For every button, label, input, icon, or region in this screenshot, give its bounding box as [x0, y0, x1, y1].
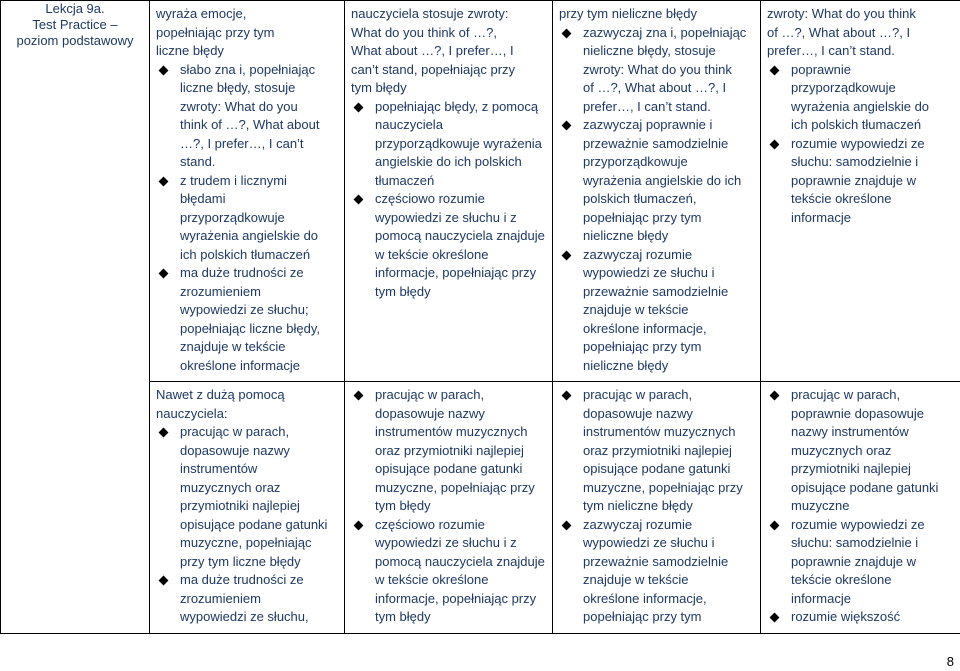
text-line: popełniając przy tym	[156, 24, 275, 40]
text-line: instrumentów muzycznych	[583, 424, 736, 439]
text-line: muzycznych oraz	[791, 442, 892, 458]
diamond-bullet-icon	[562, 250, 572, 260]
text-line: can’t stand, popełniając przy	[351, 61, 516, 77]
text-line: pracując w parach,	[375, 387, 485, 402]
text-line: wypowiedzi ze słuchu i z	[375, 535, 517, 550]
diamond-bullet-icon	[562, 391, 572, 401]
text-line: opisujące podane gatunki	[180, 516, 328, 532]
list-item	[154, 61, 340, 172]
text-line: określone informacje,	[583, 590, 707, 606]
text-line: poprawnie dopasowuje	[791, 405, 924, 421]
page-number: 8	[946, 654, 954, 669]
text-line: dopasowuje nazwy	[180, 442, 290, 458]
text-line: ich polskich tłumaczeń	[791, 117, 922, 132]
grade-cell-3	[553, 1, 761, 382]
text-line: What about …?, I prefer…, I	[351, 43, 514, 58]
text-line: zrozumieniem	[180, 590, 261, 606]
text-line: nieliczne błędy	[583, 228, 669, 243]
text-line: prefer…, I can’t stand.	[767, 43, 895, 58]
diamond-bullet-icon	[770, 139, 780, 149]
text-line: stand.	[180, 154, 216, 169]
grade-cell-4	[761, 1, 960, 382]
list-item	[765, 61, 956, 135]
text-line: tym nieliczne błędy	[583, 498, 693, 513]
text-line: of …?, What about …?, I	[767, 24, 911, 40]
text-line: oraz przymiotniki najlepiej	[375, 442, 524, 458]
text-line: liczne błędy, stosuje	[180, 80, 296, 95]
text-line: w tekście określone	[375, 572, 489, 587]
table-row	[1, 1, 960, 382]
text-line: wypowiedzi ze słuchu,	[180, 609, 309, 624]
list-item	[765, 5, 956, 61]
text-line: popełniając przy tym	[583, 609, 702, 624]
text-line: wypowiedzi ze słuchu i z	[375, 209, 517, 225]
text-line: tekście określone	[791, 191, 892, 206]
text-line: nieliczne błędy	[583, 357, 669, 373]
diamond-bullet-icon	[354, 102, 364, 112]
text-line: nieliczne błędy, stosuje	[583, 43, 716, 58]
diamond-bullet-icon	[354, 195, 364, 205]
text-line: przymiotniki najlepiej	[791, 461, 911, 476]
text-line: wyrażenia angielskie do ich	[583, 172, 742, 188]
list-item	[349, 98, 548, 191]
text-line: tym błędy	[375, 283, 431, 299]
list-item	[349, 5, 548, 98]
list-item	[349, 190, 548, 301]
text-line: przyporządkowuje	[180, 209, 285, 225]
text-line: rozumie większość	[791, 609, 901, 624]
text-line: ma duże trudności ze	[180, 265, 304, 280]
text-line: częściowo rozumie	[375, 516, 485, 532]
text-line: zazwyczaj rozumie	[583, 246, 693, 262]
diamond-bullet-icon	[770, 65, 780, 75]
text-line: zrozumieniem	[180, 283, 261, 299]
diamond-bullet-icon	[354, 520, 364, 530]
text-line: wypowiedzi ze słuchu;	[180, 302, 309, 317]
list-item	[557, 24, 756, 117]
text-line: określone informacje	[180, 357, 300, 373]
text-line: informacje	[791, 590, 851, 606]
list-item	[349, 386, 548, 516]
text-line: opisujące podane gatunki	[375, 461, 523, 476]
grade-cell-1	[150, 382, 345, 634]
text-line: ich polskich tłumaczeń	[180, 246, 311, 262]
text-line: pomocą nauczyciela znajduje	[375, 553, 545, 569]
text-line: oraz przymiotniki najlepiej	[583, 442, 732, 458]
text-line: prefer…, I can’t stand.	[583, 98, 711, 114]
text-line: rozumie wypowiedzi ze	[791, 135, 925, 151]
list-item	[557, 516, 756, 627]
text-line: wyraża emocje,	[156, 6, 247, 21]
intro-text	[154, 386, 340, 423]
text-line: tekście określone	[791, 572, 892, 587]
text-line: przymiotniki najlepiej	[180, 498, 300, 513]
text-line: popełniając przy tym	[583, 209, 702, 225]
text-line: poprawnie znajduje w	[791, 172, 917, 188]
text-line: znajduje w tekście	[180, 339, 286, 354]
diamond-bullet-icon	[354, 391, 364, 401]
list-item	[765, 608, 956, 627]
text-line: przeważnie samodzielnie	[583, 283, 729, 299]
text-line: angielskie do ich polskich	[375, 154, 522, 169]
text-line: think of …?, What about	[180, 117, 320, 132]
text-line: poprawnie	[791, 61, 851, 77]
text-line: wypowiedzi ze słuchu i	[583, 535, 715, 550]
list-item	[765, 516, 956, 609]
text-line: opisujące podane gatunki	[583, 461, 731, 476]
text-line: w tekście określone	[375, 246, 489, 262]
list-item	[349, 516, 548, 627]
text-line: pracując w parach,	[791, 387, 901, 402]
text-line: instrumentów muzycznych	[375, 424, 528, 439]
text-line: przy tym nieliczne błędy	[559, 6, 697, 21]
list-item	[765, 386, 956, 516]
text-line: informacje, popełniając przy	[375, 590, 537, 606]
text-line: nauczyciela	[375, 117, 443, 132]
text-line: informacje, popełniając przy	[375, 265, 537, 280]
text-line: What do you think of …?,	[351, 24, 497, 40]
text-line: przeważnie samodzielnie	[583, 135, 729, 151]
text-line: dopasowuje nazwy	[583, 405, 693, 421]
text-line: popełniając przy tym	[583, 339, 702, 354]
text-line: muzyczne, popełniając przy	[375, 479, 535, 495]
list-item	[154, 571, 340, 627]
text-line: of …?, What about …?, I	[583, 80, 727, 95]
list-item	[765, 135, 956, 228]
lesson-title-line: Lekcja 9a.	[45, 1, 105, 16]
text-line: zwroty: What do you think	[767, 6, 916, 21]
text-line: pomocą nauczyciela znajduje	[375, 228, 545, 243]
text-line: popełniając liczne błędy,	[180, 320, 320, 336]
text-line: zwroty: What do you think	[583, 61, 732, 77]
diamond-bullet-icon	[562, 520, 572, 530]
text-line: wyrażenia angielskie do	[180, 228, 319, 243]
list-item	[557, 5, 756, 24]
text-line: pracując w parach,	[583, 387, 693, 402]
lesson-title-line: Test Practice –	[32, 17, 118, 32]
text-line: rozumie wypowiedzi ze	[791, 516, 925, 532]
text-line: błędami	[180, 191, 226, 206]
diamond-bullet-icon	[770, 613, 780, 623]
text-line: poprawnie znajduje w	[791, 553, 917, 569]
diamond-bullet-icon	[562, 28, 572, 38]
text-line: nazwy instrumentów	[791, 424, 909, 439]
text-line: pracując w parach,	[180, 424, 290, 439]
text-line: przyporządkowuje	[583, 154, 688, 169]
text-line: przeważnie samodzielnie	[583, 553, 729, 569]
text-line: słabo zna i, popełniając	[180, 61, 316, 77]
text-line: znajduje w tekście	[583, 572, 689, 587]
text-line: przy tym liczne błędy	[180, 553, 301, 569]
diamond-bullet-icon	[159, 176, 169, 186]
text-line: słuchu: samodzielnie i	[791, 154, 919, 169]
text-line: znajduje w tekście	[583, 302, 689, 317]
text-line: tym błędy	[375, 498, 431, 513]
text-line: wyrażenia angielskie do	[791, 98, 930, 114]
text-line: muzyczne, popełniając	[180, 535, 312, 550]
diamond-bullet-icon	[159, 576, 169, 586]
text-line: muzycznych oraz	[180, 479, 281, 495]
list-item	[557, 246, 756, 376]
list-item	[154, 5, 340, 61]
list-item	[154, 172, 340, 265]
text-line: informacje	[791, 209, 851, 225]
text-line: opisujące podane gatunki	[791, 479, 939, 495]
text-line: zwroty: What do you	[180, 98, 298, 114]
text-line: zazwyczaj zna i, popełniając	[583, 24, 747, 40]
text-line: zazwyczaj poprawnie i	[583, 117, 713, 132]
grade-cell-3	[553, 382, 761, 634]
text-line: tłumaczeń	[375, 172, 435, 188]
text-line: słuchu: samodzielnie i	[791, 535, 919, 550]
diamond-bullet-icon	[159, 269, 169, 279]
text-line: przyporządkowuje	[791, 80, 896, 95]
text-line: tym błędy	[375, 609, 431, 624]
lesson-title	[1, 1, 149, 49]
lesson-cell	[1, 1, 150, 634]
grade-cell-2	[345, 382, 553, 634]
text-line: instrumentów	[180, 461, 258, 476]
text-line: polskich tłumaczeń,	[583, 191, 697, 206]
diamond-bullet-icon	[159, 428, 169, 438]
lesson-title-line: poziom podstawowy	[16, 33, 134, 48]
grade-cell-2	[345, 1, 553, 382]
list-item	[154, 264, 340, 375]
list-item	[154, 423, 340, 571]
grade-cell-1	[150, 1, 345, 382]
text-line: popełniając błędy, z pomocą	[375, 98, 539, 114]
text-line: określone informacje,	[583, 320, 707, 336]
text-line: dopasowuje nazwy	[375, 405, 485, 421]
text-line: tym błędy	[351, 80, 407, 95]
text-line: wypowiedzi ze słuchu i	[583, 265, 715, 280]
text-line: z trudem i licznymi	[180, 172, 287, 188]
grade-cell-4	[761, 382, 960, 634]
text-line: …?, I prefer…, I can’t	[180, 135, 304, 151]
text-line: częściowo rozumie	[375, 191, 485, 206]
diamond-bullet-icon	[562, 121, 572, 131]
text-line: liczne błędy	[156, 43, 224, 58]
text-line: nauczyciela stosuje zwroty:	[351, 6, 509, 21]
list-item	[557, 386, 756, 516]
text-line: przyporządkowuje wyrażenia	[375, 135, 542, 151]
diamond-bullet-icon	[159, 65, 169, 75]
diamond-bullet-icon	[770, 520, 780, 530]
text-line: Nawet z dużą pomocą	[156, 387, 285, 402]
list-item	[557, 116, 756, 246]
text-line: nauczyciela:	[156, 405, 228, 421]
text-line: muzyczne, popełniając przy	[583, 479, 743, 495]
text-line: muzyczne	[791, 498, 850, 513]
text-line: ma duże trudności ze	[180, 572, 304, 587]
text-line: zazwyczaj rozumie	[583, 516, 693, 532]
diamond-bullet-icon	[770, 391, 780, 401]
